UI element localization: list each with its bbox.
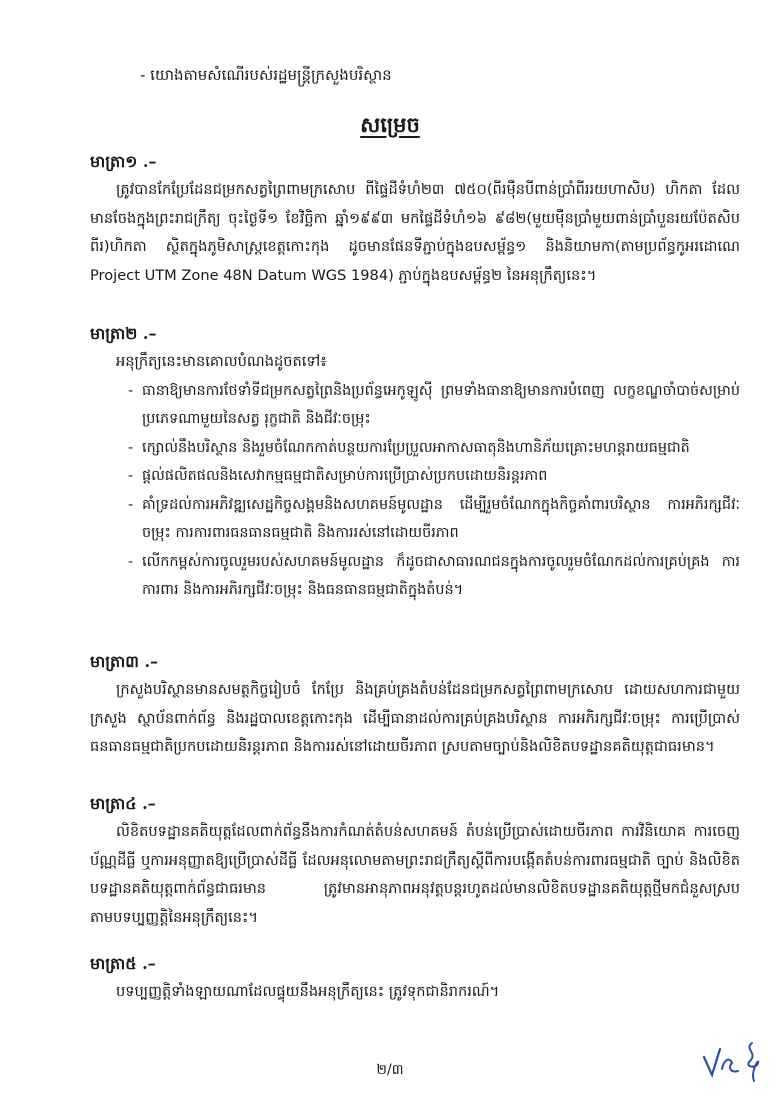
article-5 — [90, 950, 740, 1007]
article-2 — [90, 320, 740, 605]
article-2-lead: អនុក្រឹត្យនេះមានគោលបំណងដូចតទៅ៖ — [116, 353, 327, 370]
article-1-title: មាត្រា១ .– — [90, 152, 157, 171]
article-1-body: ត្រូវបានកែប្រែដែនជម្រកសត្វព្រៃពាមក្រសោប ពីផ្ទៃដីទំហំ២៣ ៧៥០(ពីរម៉ឺនបីពាន់ប្រាំពីររយហាសិប) ហិកតា ដែលមានចែងក្នុងព្រះរាជក្រឹត្យ ចុះថ្ងៃទី១ ខែវិច្ឆិកា ឆ្នាំ១៩៩៣ មកផ្ទៃដីទំហំ១៦ ៩៨២(មួយម៉ឺនប្រាំមួយពាន់ប្រាំបួនរយប៉ែតសិបពីរ)ហិកតា ស្ថិតក្នុងភូមិសាស្ត្រខេត្តកោះកុង ដូចមានផែនទីភ្ជាប់ក្នុងឧបសម្ព័ន្ធ១ និងនិយាមកា(តាមប្រព័ន្ធកូអរដោណេ Project UTM Zone 48N Datum WGS 1984) ភ្ជាប់ក្នុងឧបសម្ព័ន្ធ២ នៃអនុក្រឹត្យនេះ។ — [90, 181, 740, 284]
intro-line: - យោងតាមសំណើរបស់រដ្ឋមន្ត្រីក្រសួងបរិស្ថាន — [140, 66, 392, 84]
page-number: ២/៣ — [376, 1062, 404, 1078]
handwritten-initials-icon — [700, 1035, 770, 1085]
list-item: - ផ្តល់ផលិតផលនិងសេវាកម្មធម្មជាតិសម្រាប់ការប្រើប្រាស់ប្រកបដោយនិរន្តរភាព — [128, 462, 740, 491]
article-2-bullets — [90, 377, 740, 605]
decision-heading: សម្រេច — [360, 112, 420, 137]
article-2-title: មាត្រា២ .– — [90, 324, 157, 343]
list-item: - ធានាឱ្យមានការថែទាំទីជម្រកសត្វព្រៃនិងប្រព័ន្ធអេកូឡូស៊ី ព្រមទាំងធានាឱ្យមានការបំពេញ លក្ខខណ្ឌចាំបាច់សម្រាប់ប្រភេទណាមួយនៃសត្វ រុក្ខជាតិ និងជីវៈចម្រុះ — [128, 377, 740, 434]
article-5-title: មាត្រា៥ .– — [90, 954, 156, 973]
article-1 — [90, 148, 740, 290]
list-item: - លើកកម្ពស់ការចូលរួមរបស់សហគមន៍មូលដ្ឋាន ក៏ដូចជាសាធារណជនក្នុងការចូលរួមចំណែកដល់ការគ្រប់គ្រង ការការពារ និងការអភិរក្សជីវៈចម្រុះ និងធនធានធម្មជាតិក្នុងតំបន់។ — [128, 548, 740, 605]
article-4 — [90, 790, 740, 932]
article-3-title: មាត្រា៣ .– — [90, 652, 159, 671]
article-3-body: ក្រសួងបរិស្ថានមានសមត្ថកិច្ចរៀបចំ កែប្រែ និងគ្រប់គ្រងតំបន់ដែនជម្រកសត្វព្រៃពាមក្រសោប ដោយសហការជាមួយក្រសួង ស្ថាប័នពាក់ព័ន្ធ និងរដ្ឋបាលខេត្តកោះកុង ដើម្បីធានាដល់ការគ្រប់គ្រងបរិស្ថាន ការអភិរក្សជីវៈចម្រុះ ការប្រើប្រាស់ធនធានធម្មជាតិប្រកបដោយនិរន្តរភាព និងការរស់នៅដោយចីរភាព ស្របតាមច្បាប់និងលិខិតបទដ្ឋានគតិយុត្តជាធរមាន។ — [90, 681, 740, 755]
article-5-body: បទប្បញ្ញត្តិទាំងឡាយណាដែលផ្ទុយនឹងអនុក្រឹត្យនេះ ត្រូវទុកជានិរាករណ៍។ — [116, 983, 500, 1000]
article-4-body: លិខិតបទដ្ឋានគតិយុត្តដែលពាក់ព័ន្ធនឹងការកំណត់តំបន់សហគមន៍ តំបន់ប្រើប្រាស់ដោយចីរភាព ការវិនិយោគ ការចេញប័ណ្ណដីធ្លី ឬការអនុញ្ញាតឱ្យប្រើប្រាស់ដីធ្លី ដែលអនុលោមតាមព្រះរាជក្រឹត្យស្តីពីការបង្កើតតំបន់ការពារធម្មជាតិ ច្បាប់ និងលិខិតបទដ្ឋានគតិយុត្តពាក់ព័ន្ធជាធរមាន ត្រូវមានអានុភាពអនុវត្តបន្តរហូតដល់មានលិខិតបទដ្ឋានគតិយុត្តថ្មីមកជំនួសស្របតាមបទប្បញ្ញត្តិនៃអនុក្រឹត្យនេះ។ — [90, 823, 740, 926]
article-4-title: មាត្រា៤ .– — [90, 794, 156, 813]
list-item: - គាំទ្រដល់ការអភិវឌ្ឍសេដ្ឋកិច្ចសង្គមនិងសហគមន៍មូលដ្ឋាន ដើម្បីរួមចំណែកក្នុងកិច្ចគាំពារបរិស្ថាន ការអភិរក្សជីវៈចម្រុះ ការការពារធនធានធម្មជាតិ និងការរស់នៅដោយចីរភាព — [128, 491, 740, 548]
list-item: - ក្សោល់នឹងបរិស្ថាន និងរួមចំណែកកាត់បន្ថយការប្រែប្រួលអាកាសធាតុនិងហានិភ័យគ្រោះមហន្តរាយធម្មជាតិ — [128, 434, 740, 463]
article-3 — [90, 648, 740, 762]
